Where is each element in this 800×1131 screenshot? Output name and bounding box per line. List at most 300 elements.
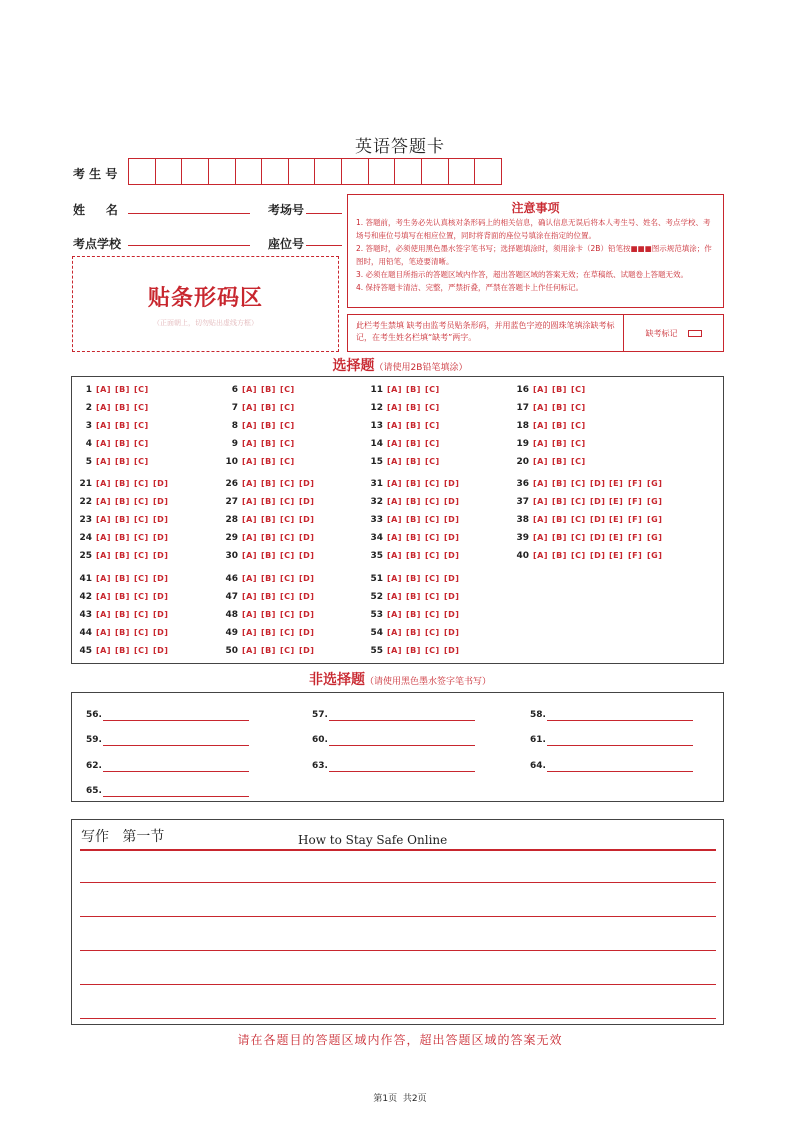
choice-question-row bbox=[72, 573, 172, 585]
answer-bubble[interactable]: [B] bbox=[406, 421, 421, 430]
choice-question-row bbox=[72, 514, 172, 526]
answer-bubble[interactable]: [C] bbox=[134, 628, 149, 637]
answer-bubble[interactable]: [C] bbox=[425, 574, 440, 583]
answer-bubble[interactable]: [C] bbox=[425, 592, 440, 601]
answer-bubble[interactable]: [A] bbox=[96, 628, 112, 637]
answer-bubble[interactable]: [E] bbox=[609, 515, 624, 524]
answer-bubble[interactable]: [A] bbox=[96, 497, 112, 506]
answer-bubble[interactable]: [A] bbox=[533, 497, 549, 506]
exam-id-label: 考 生 号 bbox=[73, 167, 118, 181]
answer-bubble[interactable]: [A] bbox=[96, 646, 112, 655]
answer-bubble[interactable]: [D] bbox=[299, 533, 315, 542]
question-number: 40 bbox=[516, 551, 529, 561]
choice-question-row bbox=[218, 514, 318, 526]
answer-bubble[interactable]: [A] bbox=[96, 403, 112, 412]
answer-bubble[interactable]: [A] bbox=[387, 610, 403, 619]
question-number: 22 bbox=[79, 497, 92, 507]
answer-bubble[interactable]: [C] bbox=[280, 646, 295, 655]
choice-question-row bbox=[363, 550, 463, 562]
answer-bubble[interactable]: [D] bbox=[444, 592, 460, 601]
answer-bubble[interactable]: [A] bbox=[242, 574, 258, 583]
answer-bubble[interactable]: [G] bbox=[647, 515, 663, 524]
answer-bubble[interactable]: [C] bbox=[571, 515, 586, 524]
answer-bubble[interactable]: [B] bbox=[261, 551, 276, 560]
answer-bubble[interactable]: [A] bbox=[533, 385, 549, 394]
answer-bubble[interactable]: [G] bbox=[647, 551, 663, 560]
answer-bubble[interactable]: [A] bbox=[533, 533, 549, 542]
answer-bubble[interactable]: [A] bbox=[387, 403, 403, 412]
answer-bubble[interactable]: [B] bbox=[115, 421, 130, 430]
answer-bubble[interactable]: [B] bbox=[261, 628, 276, 637]
question-number: 48 bbox=[225, 610, 238, 620]
answer-bubble[interactable]: [A] bbox=[242, 610, 258, 619]
answer-bubble[interactable]: [F] bbox=[628, 497, 643, 506]
answer-bubble[interactable]: [A] bbox=[96, 592, 112, 601]
answer-bubble[interactable]: [B] bbox=[552, 457, 567, 466]
answer-bubble[interactable]: [D] bbox=[299, 628, 315, 637]
answer-bubble[interactable]: [B] bbox=[115, 628, 130, 637]
answer-bubble[interactable]: [C] bbox=[425, 533, 440, 542]
answer-bubble[interactable]: [A] bbox=[96, 479, 112, 488]
answer-bubble[interactable]: [B] bbox=[552, 551, 567, 560]
writing-area bbox=[71, 819, 724, 1025]
id-digit-box[interactable] bbox=[236, 159, 263, 184]
answer-bubble[interactable]: [A] bbox=[242, 497, 258, 506]
answer-bubble[interactable]: [D] bbox=[153, 610, 169, 619]
choice-question-row bbox=[72, 591, 172, 603]
answer-bubble[interactable]: [D] bbox=[299, 479, 315, 488]
answer-bubble[interactable]: [B] bbox=[261, 457, 276, 466]
answer-bubble[interactable]: [A] bbox=[533, 457, 549, 466]
answer-bubble[interactable]: [B] bbox=[261, 497, 276, 506]
choice-question-row bbox=[72, 532, 172, 544]
answer-bubble[interactable]: [B] bbox=[406, 457, 421, 466]
question-number: 39 bbox=[516, 533, 529, 543]
answer-bubble[interactable]: [C] bbox=[425, 551, 440, 560]
answer-bubble[interactable]: [C] bbox=[280, 421, 295, 430]
answer-bubble[interactable]: [A] bbox=[242, 421, 258, 430]
answer-bubble[interactable]: [C] bbox=[571, 533, 586, 542]
answer-bubble[interactable]: [D] bbox=[153, 574, 169, 583]
answer-bubble[interactable]: [C] bbox=[571, 479, 586, 488]
answer-bubble[interactable]: [D] bbox=[444, 646, 460, 655]
answer-bubble[interactable]: [C] bbox=[425, 403, 440, 412]
answer-bubble[interactable]: [C] bbox=[280, 385, 295, 394]
answer-bubble[interactable]: [C] bbox=[425, 515, 440, 524]
answer-bubble[interactable]: [A] bbox=[533, 479, 549, 488]
answer-bubble[interactable]: [B] bbox=[261, 574, 276, 583]
answer-bubble[interactable]: [B] bbox=[552, 533, 567, 542]
question-number: 18 bbox=[516, 421, 529, 431]
writing-line[interactable] bbox=[80, 849, 716, 851]
question-number: 28 bbox=[225, 515, 238, 525]
id-digit-box[interactable] bbox=[475, 159, 501, 184]
answer-bubble[interactable]: [B] bbox=[261, 421, 276, 430]
answer-bubble[interactable]: [C] bbox=[425, 385, 440, 394]
answer-bubble[interactable]: [A] bbox=[96, 515, 112, 524]
question-number: 43 bbox=[79, 610, 92, 620]
answer-bubble[interactable]: [D] bbox=[444, 533, 460, 542]
answer-bubble[interactable]: [B] bbox=[261, 592, 276, 601]
answer-bubble[interactable]: [B] bbox=[406, 403, 421, 412]
answer-bubble[interactable]: [C] bbox=[571, 457, 586, 466]
answer-bubble[interactable]: [B] bbox=[552, 479, 567, 488]
answer-bubble[interactable]: [C] bbox=[571, 551, 586, 560]
answer-bubble[interactable]: [A] bbox=[96, 385, 112, 394]
answer-bubble[interactable]: [C] bbox=[571, 385, 586, 394]
answer-bubble[interactable]: [C] bbox=[571, 439, 586, 448]
writing-line[interactable] bbox=[80, 882, 716, 883]
id-digit-box[interactable] bbox=[369, 159, 396, 184]
answer-bubble[interactable]: [A] bbox=[242, 403, 258, 412]
answer-bubble[interactable]: [D] bbox=[153, 479, 169, 488]
answer-bubble[interactable]: [D] bbox=[444, 551, 460, 560]
question-number: 20 bbox=[516, 457, 529, 467]
answer-bubble[interactable]: [A] bbox=[96, 457, 112, 466]
answer-bubble[interactable]: [B] bbox=[406, 385, 421, 394]
answer-bubble[interactable]: [C] bbox=[280, 574, 295, 583]
answer-bubble[interactable]: [B] bbox=[406, 592, 421, 601]
id-digit-box[interactable] bbox=[209, 159, 236, 184]
answer-bubble[interactable]: [C] bbox=[134, 533, 149, 542]
answer-bubble[interactable]: [D] bbox=[299, 592, 315, 601]
id-digit-box[interactable] bbox=[422, 159, 449, 184]
answer-bubble[interactable]: [C] bbox=[280, 628, 295, 637]
answer-bubble[interactable]: [B] bbox=[261, 385, 276, 394]
fill-question-number: 61. bbox=[530, 735, 546, 745]
choice-question-row bbox=[509, 456, 590, 468]
choice-question-row bbox=[72, 478, 172, 490]
fill-question-number: 60. bbox=[312, 735, 328, 745]
answer-bubble[interactable]: [C] bbox=[134, 421, 149, 430]
answer-bubble[interactable]: [D] bbox=[590, 551, 606, 560]
answer-bubble[interactable]: [B] bbox=[261, 439, 276, 448]
fill-question-number: 56. bbox=[86, 710, 102, 720]
fill-answer-line[interactable] bbox=[547, 720, 693, 721]
answer-bubble[interactable]: [C] bbox=[425, 646, 440, 655]
answer-bubble[interactable]: [B] bbox=[115, 385, 130, 394]
answer-bubble[interactable]: [A] bbox=[387, 479, 403, 488]
question-number: 6 bbox=[231, 385, 238, 395]
answer-bubble[interactable]: [F] bbox=[628, 479, 643, 488]
answer-bubble[interactable]: [A] bbox=[96, 533, 112, 542]
question-number: 38 bbox=[516, 515, 529, 525]
answer-bubble[interactable]: [B] bbox=[406, 479, 421, 488]
answer-bubble[interactable]: [C] bbox=[134, 592, 149, 601]
answer-bubble[interactable]: [C] bbox=[280, 457, 295, 466]
answer-bubble[interactable]: [B] bbox=[406, 610, 421, 619]
answer-bubble[interactable]: [D] bbox=[590, 533, 606, 542]
answer-bubble[interactable]: [D] bbox=[299, 574, 315, 583]
answer-bubble[interactable]: [F] bbox=[628, 551, 643, 560]
answer-bubble[interactable]: [E] bbox=[609, 533, 624, 542]
answer-bubble[interactable]: [A] bbox=[387, 533, 403, 542]
essay-title: How to Stay Safe Online bbox=[298, 833, 448, 847]
answer-bubble[interactable]: [D] bbox=[444, 610, 460, 619]
answer-bubble[interactable]: [D] bbox=[299, 551, 315, 560]
answer-bubble[interactable]: [C] bbox=[280, 533, 295, 542]
answer-bubble[interactable]: [A] bbox=[242, 533, 258, 542]
answer-bubble[interactable]: [B] bbox=[115, 551, 130, 560]
school-label: 考点学校 bbox=[73, 237, 122, 251]
fill-answer-line[interactable] bbox=[103, 720, 249, 721]
question-number: 9 bbox=[231, 439, 238, 449]
answer-bubble[interactable]: [A] bbox=[242, 439, 258, 448]
answer-bubble[interactable]: [A] bbox=[242, 515, 258, 524]
answer-bubble[interactable]: [C] bbox=[571, 497, 586, 506]
answer-bubble[interactable]: [D] bbox=[590, 497, 606, 506]
answer-bubble[interactable]: [A] bbox=[242, 551, 258, 560]
id-digit-box[interactable] bbox=[182, 159, 209, 184]
answer-bubble[interactable]: [C] bbox=[280, 497, 295, 506]
answer-bubble[interactable]: [B] bbox=[115, 439, 130, 448]
answer-bubble[interactable]: [C] bbox=[280, 551, 295, 560]
answer-bubble[interactable]: [C] bbox=[280, 403, 295, 412]
answer-bubble[interactable]: [A] bbox=[96, 439, 112, 448]
answer-bubble[interactable]: [E] bbox=[609, 497, 624, 506]
answer-bubble[interactable]: [B] bbox=[115, 515, 130, 524]
answer-bubble[interactable]: [C] bbox=[134, 457, 149, 466]
answer-bubble[interactable]: [B] bbox=[115, 457, 130, 466]
answer-bubble[interactable]: [A] bbox=[242, 646, 258, 655]
answer-bubble[interactable]: [B] bbox=[552, 421, 567, 430]
name-field[interactable] bbox=[128, 200, 250, 214]
answer-bubble[interactable]: [A] bbox=[96, 610, 112, 619]
answer-bubble[interactable]: [A] bbox=[533, 421, 549, 430]
choice-question-row bbox=[363, 496, 463, 508]
answer-bubble[interactable]: [A] bbox=[533, 515, 549, 524]
writing-line[interactable] bbox=[80, 1018, 716, 1019]
answer-bubble[interactable]: [C] bbox=[571, 403, 586, 412]
answer-bubble[interactable]: [D] bbox=[590, 515, 606, 524]
answer-bubble[interactable]: [A] bbox=[387, 421, 403, 430]
choice-question-row bbox=[72, 438, 153, 450]
question-number: 1 bbox=[85, 385, 92, 395]
answer-bubble[interactable]: [B] bbox=[115, 574, 130, 583]
answer-bubble[interactable]: [D] bbox=[444, 497, 460, 506]
answer-bubble[interactable]: [B] bbox=[115, 646, 130, 655]
fill-answer-line[interactable] bbox=[547, 745, 693, 746]
answer-bubble[interactable]: [B] bbox=[406, 497, 421, 506]
choice-question-row bbox=[363, 420, 444, 432]
answer-bubble[interactable]: [A] bbox=[387, 439, 403, 448]
absent-mark-label: 缺考标记 bbox=[645, 328, 678, 338]
answer-bubble[interactable]: [C] bbox=[280, 610, 295, 619]
fill-question bbox=[86, 761, 102, 771]
answer-bubble[interactable]: [C] bbox=[280, 515, 295, 524]
id-digit-box[interactable] bbox=[342, 159, 369, 184]
question-number: 34 bbox=[370, 533, 383, 543]
answer-bubble[interactable]: [A] bbox=[387, 497, 403, 506]
answer-bubble[interactable]: [D] bbox=[444, 574, 460, 583]
answer-bubble[interactable]: [A] bbox=[387, 574, 403, 583]
room-field[interactable] bbox=[306, 200, 342, 214]
answer-bubble[interactable]: [B] bbox=[406, 439, 421, 448]
answer-bubble[interactable]: [B] bbox=[406, 646, 421, 655]
answer-bubble[interactable]: [C] bbox=[425, 439, 440, 448]
answer-bubble[interactable]: [D] bbox=[444, 479, 460, 488]
answer-bubble[interactable]: [B] bbox=[115, 479, 130, 488]
answer-bubble[interactable]: [B] bbox=[406, 628, 421, 637]
answer-bubble[interactable]: [D] bbox=[444, 628, 460, 637]
id-digit-box[interactable] bbox=[315, 159, 342, 184]
answer-bubble[interactable]: [B] bbox=[406, 533, 421, 542]
question-number: 25 bbox=[79, 551, 92, 561]
answer-bubble[interactable]: [A] bbox=[242, 592, 258, 601]
question-number: 44 bbox=[79, 628, 92, 638]
answer-bubble[interactable]: [A] bbox=[387, 646, 403, 655]
answer-bubble[interactable]: [B] bbox=[115, 403, 130, 412]
page-title: 英语答题卡 bbox=[355, 137, 445, 157]
choice-question-row bbox=[363, 514, 463, 526]
answer-bubble[interactable]: [D] bbox=[153, 592, 169, 601]
id-digit-box[interactable] bbox=[449, 159, 476, 184]
fill-answer-line[interactable] bbox=[329, 771, 475, 772]
answer-bubble[interactable]: [C] bbox=[134, 497, 149, 506]
answer-bubble[interactable]: [B] bbox=[115, 610, 130, 619]
writing-line[interactable] bbox=[80, 950, 716, 951]
answer-bubble[interactable]: [D] bbox=[153, 646, 169, 655]
answer-bubble[interactable]: [B] bbox=[406, 551, 421, 560]
answer-bubble[interactable]: [A] bbox=[387, 457, 403, 466]
question-number: 51 bbox=[370, 574, 383, 584]
id-digit-box[interactable] bbox=[395, 159, 422, 184]
question-number: 29 bbox=[225, 533, 238, 543]
answer-bubble[interactable]: [G] bbox=[647, 497, 663, 506]
answer-bubble[interactable]: [C] bbox=[425, 610, 440, 619]
answer-bubble[interactable]: [C] bbox=[134, 574, 149, 583]
answer-bubble[interactable]: [A] bbox=[96, 551, 112, 560]
question-number: 3 bbox=[85, 421, 92, 431]
absent-mark-box[interactable] bbox=[688, 330, 702, 337]
answer-bubble[interactable]: [B] bbox=[115, 533, 130, 542]
answer-bubble[interactable]: [G] bbox=[647, 533, 663, 542]
answer-bubble[interactable]: [C] bbox=[134, 479, 149, 488]
answer-bubble[interactable]: [C] bbox=[571, 421, 586, 430]
answer-bubble[interactable]: [A] bbox=[533, 403, 549, 412]
answer-bubble[interactable]: [B] bbox=[261, 479, 276, 488]
answer-bubble[interactable]: [A] bbox=[387, 592, 403, 601]
answer-bubble[interactable]: [C] bbox=[280, 479, 295, 488]
answer-bubble[interactable]: [C] bbox=[134, 610, 149, 619]
answer-bubble[interactable]: [A] bbox=[96, 421, 112, 430]
seat-field[interactable] bbox=[306, 232, 342, 246]
answer-bubble[interactable]: [D] bbox=[299, 646, 315, 655]
answer-bubble[interactable]: [B] bbox=[261, 533, 276, 542]
answer-bubble[interactable]: [B] bbox=[115, 592, 130, 601]
answer-bubble[interactable]: [B] bbox=[406, 574, 421, 583]
question-number: 12 bbox=[370, 403, 383, 413]
answer-bubble[interactable]: [C] bbox=[134, 403, 149, 412]
answer-bubble[interactable]: [A] bbox=[387, 515, 403, 524]
fill-answer-line[interactable] bbox=[103, 771, 249, 772]
answer-bubble[interactable]: [E] bbox=[609, 551, 624, 560]
answer-bubble[interactable]: [C] bbox=[134, 385, 149, 394]
answer-bubble[interactable]: [A] bbox=[242, 628, 258, 637]
answer-bubble[interactable]: [B] bbox=[552, 497, 567, 506]
answer-bubble[interactable]: [D] bbox=[153, 533, 169, 542]
answer-bubble[interactable]: [F] bbox=[628, 515, 643, 524]
answer-bubble[interactable]: [F] bbox=[628, 533, 643, 542]
question-number: 14 bbox=[370, 439, 383, 449]
fill-answer-line[interactable] bbox=[103, 796, 249, 797]
school-field[interactable] bbox=[128, 232, 250, 246]
answer-bubble[interactable]: [B] bbox=[406, 515, 421, 524]
answer-bubble[interactable]: [C] bbox=[425, 628, 440, 637]
writing-line[interactable] bbox=[80, 916, 716, 917]
answer-bubble[interactable]: [A] bbox=[96, 574, 112, 583]
answer-bubble[interactable]: [A] bbox=[242, 479, 258, 488]
answer-bubble[interactable]: [D] bbox=[299, 515, 315, 524]
answer-bubble[interactable]: [B] bbox=[115, 497, 130, 506]
answer-bubble[interactable]: [D] bbox=[299, 497, 315, 506]
answer-bubble[interactable]: [D] bbox=[153, 515, 169, 524]
id-digit-box[interactable] bbox=[129, 159, 156, 184]
answer-bubble[interactable]: [C] bbox=[425, 457, 440, 466]
choice-question-row bbox=[363, 402, 444, 414]
fill-answer-line[interactable] bbox=[103, 745, 249, 746]
answer-bubble[interactable]: [A] bbox=[387, 551, 403, 560]
answer-bubble[interactable]: [C] bbox=[280, 592, 295, 601]
answer-bubble[interactable]: [C] bbox=[134, 515, 149, 524]
answer-bubble[interactable]: [B] bbox=[261, 403, 276, 412]
answer-bubble[interactable]: [C] bbox=[425, 479, 440, 488]
answer-bubble[interactable]: [B] bbox=[261, 610, 276, 619]
choice-question-row bbox=[509, 478, 666, 490]
fill-answer-line[interactable] bbox=[547, 771, 693, 772]
choice-question-row bbox=[218, 438, 299, 450]
answer-bubble[interactable]: [D] bbox=[153, 628, 169, 637]
fill-answer-line[interactable] bbox=[329, 745, 475, 746]
writing-line[interactable] bbox=[80, 984, 716, 985]
answer-bubble[interactable]: [C] bbox=[134, 439, 149, 448]
barcode-hint: （正面朝上，切勿贴出虚线方框） bbox=[153, 319, 258, 327]
answer-bubble[interactable]: [D] bbox=[590, 479, 606, 488]
exam-id-boxes[interactable] bbox=[128, 158, 502, 185]
answer-bubble[interactable]: [D] bbox=[299, 610, 315, 619]
answer-bubble[interactable]: [C] bbox=[280, 439, 295, 448]
answer-bubble[interactable]: [B] bbox=[552, 439, 567, 448]
answer-bubble[interactable]: [A] bbox=[533, 439, 549, 448]
fill-answer-line[interactable] bbox=[329, 720, 475, 721]
id-digit-box[interactable] bbox=[156, 159, 183, 184]
answer-bubble[interactable]: [C] bbox=[134, 551, 149, 560]
answer-bubble[interactable]: [C] bbox=[134, 646, 149, 655]
fill-heading: 非选择题 bbox=[308, 672, 365, 688]
answer-bubble[interactable]: [C] bbox=[425, 421, 440, 430]
answer-bubble[interactable]: [D] bbox=[153, 551, 169, 560]
answer-bubble[interactable]: [A] bbox=[387, 628, 403, 637]
answer-bubble[interactable]: [D] bbox=[444, 515, 460, 524]
id-digit-box[interactable] bbox=[289, 159, 316, 184]
answer-bubble[interactable]: [B] bbox=[552, 403, 567, 412]
answer-bubble[interactable]: [D] bbox=[153, 497, 169, 506]
answer-bubble[interactable]: [A] bbox=[533, 551, 549, 560]
answer-bubble[interactable]: [B] bbox=[261, 646, 276, 655]
answer-bubble[interactable]: [B] bbox=[552, 385, 567, 394]
answer-bubble[interactable]: [A] bbox=[242, 457, 258, 466]
answer-bubble[interactable]: [B] bbox=[552, 515, 567, 524]
fill-question-number: 62. bbox=[86, 761, 102, 771]
answer-bubble[interactable]: [A] bbox=[242, 385, 258, 394]
answer-bubble[interactable]: [E] bbox=[609, 479, 624, 488]
answer-bubble[interactable]: [C] bbox=[425, 497, 440, 506]
id-digit-box[interactable] bbox=[262, 159, 289, 184]
answer-bubble[interactable]: [B] bbox=[261, 515, 276, 524]
answer-bubble[interactable]: [G] bbox=[647, 479, 663, 488]
choice-question-row bbox=[363, 609, 463, 621]
answer-bubble[interactable]: [A] bbox=[387, 385, 403, 394]
